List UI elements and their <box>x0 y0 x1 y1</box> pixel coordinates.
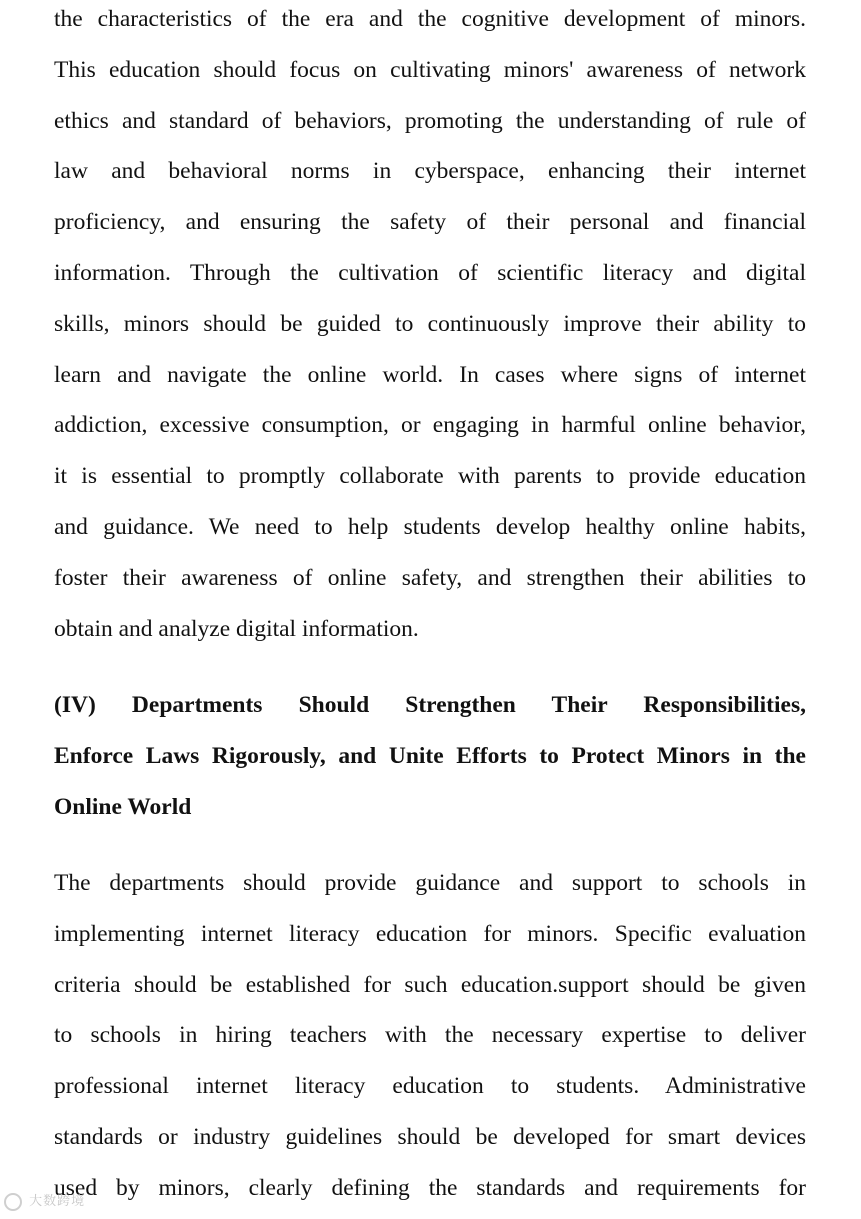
text-line: This education should focus on cultivating minors' awareness of network <box>54 56 806 83</box>
text-line: implementing internet literacy education for minors. Specific evaluation <box>54 920 806 947</box>
text-line: The departments should provide guidance and support to schools in <box>54 870 806 896</box>
paragraph-departments-guidance <box>54 858 806 1214</box>
paragraph-internet-literacy-education <box>54 0 806 654</box>
text-line: criteria should be established for such education.support should be given <box>54 971 806 998</box>
heading-line: Enforce Laws Rigorously, and Unite Efforts to Protect Minors in the <box>54 742 806 769</box>
text-line: information. Through the cultivation of scientific literacy and digital <box>54 259 806 286</box>
section-heading-iv <box>54 680 806 832</box>
text-line: standards or industry guidelines should be developed for smart devices <box>54 1123 806 1150</box>
text-line: and guidance. We need to help students develop healthy online habits, <box>54 513 806 540</box>
watermark-logo-icon <box>4 1193 22 1211</box>
text-line: it is essential to promptly collaborate with parents to provide education <box>54 463 806 490</box>
watermark <box>4 1190 85 1211</box>
text-line: skills, minors should be guided to continuously improve their ability to <box>54 310 806 337</box>
text-line: ethics and standard of behaviors, promoting the understanding of rule of <box>54 107 806 134</box>
text-line: to schools in hiring teachers with the necessary expertise to deliver <box>54 1022 806 1049</box>
text-line: professional internet literacy education to students. Administrative <box>54 1073 806 1100</box>
text-line: the characteristics of the era and the cognitive development of minors. <box>54 6 806 32</box>
heading-line: Online World <box>54 793 192 820</box>
watermark-text: 大数跨境 <box>29 1194 86 1209</box>
text-line: addiction, excessive consumption, or engaging in harmful online behavior, <box>54 412 806 439</box>
text-line: used by minors, clearly defining the standards and requirements for <box>54 1174 806 1201</box>
text-line: foster their awareness of online safety, and strengthen their abilities to <box>54 564 806 591</box>
text-line: proficiency, and ensuring the safety of their personal and financial <box>54 209 806 236</box>
text-line: law and behavioral norms in cyberspace, enhancing their internet <box>54 158 806 185</box>
heading-line: (IV) Departments Should Strengthen Their Responsibilities, <box>54 692 806 718</box>
text-line: obtain and analyze digital information. <box>54 615 419 642</box>
text-line: learn and navigate the online world. In cases where signs of internet <box>54 361 806 388</box>
